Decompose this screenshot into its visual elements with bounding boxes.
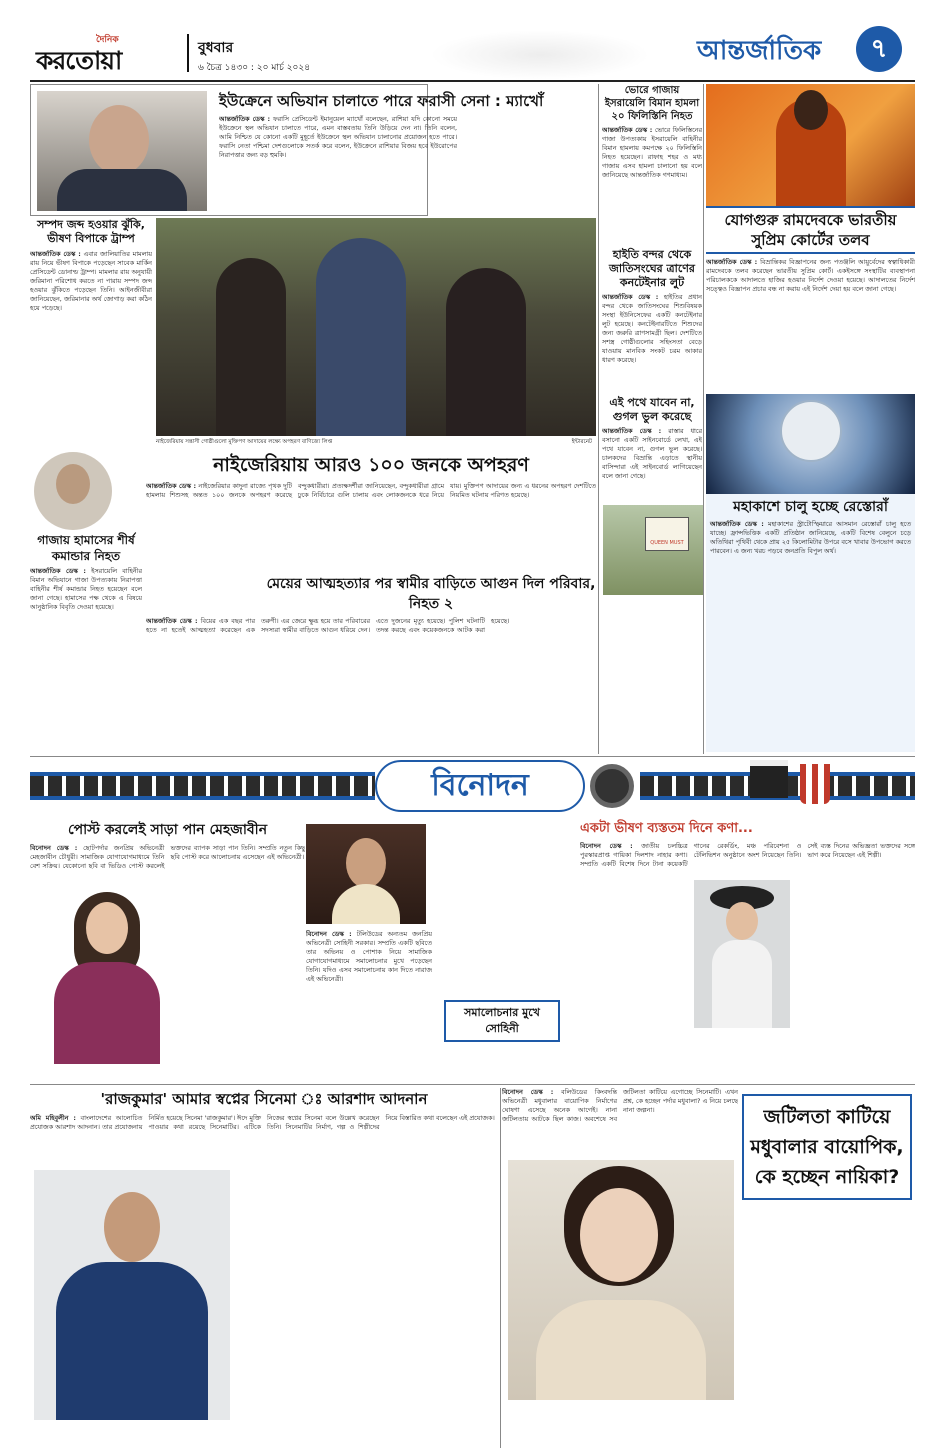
kona-photo	[694, 880, 790, 1028]
trump-byline: আন্তর্জাতিক ডেস্ক :	[30, 250, 81, 258]
film-strip-left	[30, 772, 375, 800]
restaurant-body-text: মহাকাশের স্ট্রাটোস্ফিয়ারে আসমান রেস্তোরাঁ চালু হতে যাচ্ছে। ফ্রান্সভিত্তিক একটি প্রতিষ্ঠান জানিয়েছে, একটি বিশেষ বেলুনে চড়ে অতিথিরা পৃথিবী থেকে প্রায় ২৫ কিলোমিটার উপরে বসে খাবার উপভোগ করতে পারবেন। এ জন্য খরচ পড়বে জনপ্রতি বিপুল অর্থ।	[710, 520, 911, 555]
hamas-body	[30, 567, 142, 727]
nigeria-headline: নাইজেরিয়ায় আরও ১০০ জনকে অপহরণ	[213, 454, 529, 476]
macron-body-col2	[432, 114, 592, 214]
arshad-headline: 'রাজকুমার' আমার স্বপ্নের সিনেমা ঃ আরশাদ আদনান	[100, 1090, 428, 1108]
arshad-suit	[56, 1262, 208, 1420]
nigeria-body	[146, 482, 596, 564]
dowry-byline: আন্তর্জাতিক ডেস্ক :	[146, 617, 198, 625]
story-gaza-strike	[602, 84, 702, 246]
nigeria-figure-3	[446, 268, 526, 436]
gaza-kicker: ভোরে গাজায়	[624, 85, 680, 96]
separator-5	[500, 1088, 501, 1448]
trump-body-text: এবার জালিয়াতির মামলায় রায় নিয়ে ভীষণ বিপাকে পড়েছেন সাবেক মার্কিন প্রেসিডেন্ট ডোনাল্ড ট্রাম্প। মামলার রায় অনুযায়ী জরিমানা পরিশোধ করতে না পারায় সম্পদ জব্দ হওয়ার ঝুঁকিতে পড়েছেন তিনি। আইনজীবীরা জানিয়েছেন, জরিমানার অর্থ জোগাড় করা কঠিন হয়ে পড়েছে।	[30, 250, 152, 312]
story-macron	[30, 84, 544, 216]
ramdev-body-text: বিভ্রান্তিকর বিজ্ঞাপনের জন্য পতঞ্জলি আয়ুর্বেদের স্বত্বাধিকারী রামদেবকে তলব করেছেন ভারতীয় সুপ্রিম কোর্ট। একইসঙ্গে সংস্থাটির ব্যবস্থাপনা পরিচালককে আদালতে হাজির হওয়ার নির্দেশ দেওয়া হয়েছে। আদালতের নির্দেশ সত্ত্বেও বিজ্ঞাপন প্রচার বন্ধ না করায় এই নির্দেশ দেয়া হয় বলে জানা গেছে।	[706, 258, 915, 293]
mehjabin-dress	[54, 962, 160, 1064]
dowry-body	[146, 617, 600, 747]
arshad-photo	[34, 1170, 230, 1420]
ramdev-photo	[706, 84, 915, 206]
macron-headline: ইউক্রেনে অভিযান চালাতে পারে ফরাসী সেনা : ম্যাখোঁ	[219, 92, 544, 110]
masthead-day: বুধবার	[198, 40, 234, 56]
masthead-logo	[36, 32, 181, 74]
gaza-byline: আন্তর্জাতিক ডেস্ক :	[602, 126, 653, 134]
arshad-body-text: বাংলাদেশের আলোচিত প্রযোজক আরশাদ আদনান। তার প্রযোজনায় নির্মিত হয়েছে সিনেমা 'রাজকুমার'। ঈদে মুক্তি পাওয়ার কথা রয়েছে সিনেমাটির। এটিকে নিজের স্বপ্নের সিনেমা বলে উল্লেখ করেছেন তিনি। সিনেমাটির নির্মাণ, গল্প ও শিল্পীদের নিয়ে বিস্তারিত কথা বলেছেন এই প্রযোজক।	[30, 1114, 495, 1131]
madhubala-byline: বিনোদন ডেস্ক :	[502, 1088, 554, 1096]
story-ramdev	[706, 206, 915, 391]
arshad-byline: অমি মহিবুলীন :	[30, 1114, 76, 1122]
sohini-body	[306, 930, 432, 1080]
entertainment-banner	[30, 760, 915, 812]
story-nigeria	[146, 452, 596, 570]
macron-suit	[57, 169, 187, 211]
sign-text: QUEEN MUST	[650, 540, 684, 546]
kona-headline: একটা ভীষণ ব্যস্ততম দিনে কণা...	[580, 821, 753, 836]
banner-title-box	[375, 760, 585, 812]
restaurant-photo	[706, 394, 915, 494]
popcorn-icon	[800, 764, 830, 804]
madhubala-body	[502, 1088, 738, 1158]
restaurant-body	[706, 520, 915, 732]
ramdev-byline: আন্তর্জাতিক ডেস্ক :	[706, 258, 758, 266]
nigeria-figure-1	[216, 258, 286, 436]
madhubala-face	[580, 1188, 658, 1282]
google-body-text: রাস্তার ধারে বসানো একটি সাইনবোর্ডে লেখা, এই পথে যাবেন না, গুগল ভুল করেছে। চালকদের বিভ্রান্তি এড়াতে স্থানীয় বাসিন্দারা এই সাইনবোর্ড লাগিয়েছেন বলে জানা গেছে।	[602, 427, 702, 480]
film-reel-icon	[590, 764, 634, 808]
page-number-badge	[856, 26, 902, 72]
kona-dress	[712, 940, 772, 1028]
separator-4	[30, 1084, 915, 1085]
nigeria-caption	[156, 437, 596, 447]
mehjabin-body-text: ছোটপর্দার জনপ্রিয় অভিনেত্রী মেহজাবীন চৌধুরী। সামাজিক যোগাযোগমাধ্যমে তিনি বেশ সক্রিয়। যেকোনো ছবি বা ভিডিও পোস্ট করলেই ভক্তদের ব্যাপক সাড়া পান তিনি। সম্প্রতি নতুন কিছু ছবি পোস্ট করে আলোচনায় এসেছেন এই অভিনেত্রী।	[30, 844, 305, 870]
google-byline: আন্তর্জাতিক ডেস্ক :	[602, 427, 662, 435]
ramdev-head	[794, 90, 828, 130]
macron-body	[219, 115, 457, 215]
section-title: আন্তর্জাতিক	[697, 36, 822, 66]
haiti-byline: আন্তর্জাতিক ডেস্ক :	[602, 293, 659, 301]
story-hamas	[30, 532, 142, 748]
masthead-rule	[30, 80, 915, 82]
nigeria-photo	[156, 218, 596, 436]
madhubala-headline: জটিলতা কাটিয়ে মধুবালার বায়োপিক, কে হচ্ছেন নায়িকা?	[742, 1094, 912, 1200]
map-watermark	[430, 30, 650, 80]
masthead-date: ৬ চৈত্র ১৪৩০ : ২০ মার্চ ২০২৪	[198, 63, 311, 73]
nigeria-byline: আন্তর্জাতিক ডেস্ক :	[146, 482, 197, 490]
restaurant-headline: মহাকাশে চালু হচ্ছে রেস্তোরাঁ	[733, 499, 888, 515]
ramdev-body	[706, 258, 915, 394]
gaza-body	[602, 126, 702, 234]
sohini-headline: সমালোচনার মুখে সোহিনী	[444, 1000, 560, 1042]
story-sohini	[306, 824, 574, 1080]
nigeria-figure-2	[316, 238, 406, 436]
dowry-body-text: বিয়ের এক বছর পার হতে না হতেই আত্মহত্যা করেছেন এক তরুণী। এর জেরে ক্ষুব্ধ হয়ে তার পরিবারের সদস্যরা স্বামীর বাড়িতে আগুন ধরিয়ে দেন। এতে দুজনের মৃত্যু হয়েছে। পুলিশ ঘটনাটি তদন্ত করছে এবং কয়েকজনকে আটক করা হয়েছে।	[146, 617, 510, 634]
story-trump	[30, 218, 152, 446]
hamas-body-text: ইসরায়েলি বাহিনীর বিমান অভিযানে গাজা উপত্যকায় নিরাপত্তা বাহিনীর শীর্ষ কমান্ডার নিহত হয়েছেন বলে জানা গেছে। হামাসের পক্ষ থেকে এ বিষয়ে আনুষ্ঠানিক বিবৃতি দেওয়া হয়েছে।	[30, 567, 142, 611]
gaza-body-text: ভোরে ফিলিস্তিনের গাজা উপত্যকায় ইসরায়েলি বাহিনীর বিমান হামলায় কমপক্ষে ২০ ফিলিস্তিনি নিহত হয়েছেন। রাফাহ শহর ও মধ্য গাজায় এসব হামলা চালানো হয় বলে জানিয়েছে আন্তর্জাতিক গণমাধ্যম।	[602, 126, 702, 179]
gaza-headline: ইসরায়েলি বিমান হামলা ২০ ফিলিস্তিনি নিহত	[604, 98, 700, 122]
masthead-divider	[187, 34, 189, 72]
hamas-headline: গাজায় হামাসের শীর্ষ কমান্ডার নিহত	[37, 533, 135, 563]
nigeria-body-text: নাইজেরিয়ার কাদুনা রাজ্যে পৃথক দুটি হামলায় শিশুসহ অন্তত ১০০ জনকে অপহরণ করেছে বন্দুকধারীরা। প্রত্যক্ষদর্শীরা জানিয়েছেন, বন্দুকধারীরা গ্রামে ঢুকে নির্বিচারে গুলি চালায় এবং লোকজনকে ধরে নিয়ে যায়। মুক্তিপণ আদায়ের জন্য এ ধরনের অপহরণ দেশটিতে নিয়মিত ঘটনায় পরিণত হয়েছে।	[146, 482, 596, 499]
madhubala-dress	[536, 1300, 706, 1400]
kona-body-text: জাতীয় চলচ্চিত্র পুরস্কারপ্রাপ্ত গায়িকা দিলশাদ নাহার কণা। সম্প্রতি একটি বিশেষ দিনে টানা কয়েকটি গানের রেকর্ডিং, মঞ্চ পরিবেশনা ও টেলিভিশন অনুষ্ঠানে অংশ নিয়েছেন তিনি। সেই ব্যস্ত দিনের অভিজ্ঞতা ভক্তদের সঙ্গে ভাগ করে নিয়েছেন এই শিল্পী।	[580, 842, 915, 868]
clapperboard-icon	[750, 760, 788, 798]
madhubala-body-text: বলিউডের কিংবদন্তি অভিনেত্রী মধুবালার বায়োপিক নির্মাণের ঘোষণা এসেছে অনেক আগেই। নানা জটিলতায় আটকে ছিল কাজ। অবশেষে সব জটিলতা কাটিয়ে এগোচ্ছে সিনেমাটি। এখন প্রশ্ন, কে হচ্ছেন পর্দার মধুবালা? এ নিয়ে চলছে নানা জল্পনা।	[502, 1088, 738, 1123]
hamas-face	[56, 464, 90, 504]
caption-credit: ইন্টারনেট	[571, 439, 592, 445]
trump-headline: সম্পদ জব্দ হওয়ার ঝুঁকি, ভীষণ বিপাকে ট্রাম্প	[37, 218, 145, 245]
logo-main: করতোয়া	[36, 46, 122, 75]
sohini-body-col2	[436, 824, 574, 918]
arshad-face	[104, 1192, 160, 1262]
macron-byline: আন্তর্জাতিক ডেস্ক :	[219, 115, 271, 123]
google-body	[602, 427, 702, 487]
hamas-byline: আন্তর্জাতিক ডেস্ক :	[30, 567, 86, 575]
banner-title: বিনোদন	[431, 768, 529, 803]
masthead	[0, 0, 945, 84]
mehjabin-face	[86, 902, 128, 954]
separator-2	[703, 84, 704, 754]
trump-body	[30, 250, 152, 428]
sohini-byline: বিনোদন ডেস্ক :	[306, 930, 352, 938]
mehjabin-byline: বিনোদন ডেস্ক :	[30, 844, 78, 852]
haiti-body-text: হাইতির প্রধান বন্দর থেকে জাতিসংঘের শিশুবিষয়ক সংস্থা ইউনিসেফের একটি কনটেইনার লুট হয়েছে। কনটেইনারটিতে শিশুদের জন্য জরুরি ত্রাণসামগ্রী ছিল। দেশটিতে সশস্ত্র গোষ্ঠীগুলোর সহিংসতা বেড়ে যাওয়ায় মানবিক সংকট চরম আকার ধারণ করেছে।	[602, 293, 702, 364]
macron-body-text: ফরাসি প্রেসিডেন্ট ইমানুয়েল ম্যাখোঁ বলেছেন, রাশিয়া যদি কোনো সময়ে ইউক্রেনে স্থল অভিযান চালাতে পারে, এমন বাস্তবতায় তিনি উড়িয়ে দেন না। তিনি বলেন, আমি নিশ্চিত যে কোনো একটি মুহূর্তে ইউক্রেনে স্থল অভিযান চালানোর প্রয়োজন হতে পারে। ফরাসি নেতা পশ্চিমা দেশগুলোকে সতর্ক করে বলেন, ইউক্রেনে রাশিয়ার বিজয় হবে ইউরোপের নিরাপত্তার জন্য বড় হুমকি।	[219, 115, 457, 159]
balloon-capsule	[780, 400, 842, 462]
kona-face	[726, 902, 758, 940]
macron-photo	[37, 91, 207, 211]
story-restaurant	[706, 494, 915, 752]
page-number: ৭	[870, 34, 888, 64]
kona-byline: বিনোদন ডেস্ক :	[580, 842, 633, 850]
madhubala-photo	[508, 1160, 734, 1400]
logo-top: দৈনিক	[96, 35, 119, 45]
madhubala-body-col3	[742, 1388, 915, 1450]
restaurant-byline: আন্তর্জাতিক ডেস্ক :	[710, 520, 764, 528]
sign-board	[645, 517, 689, 551]
separator-3	[30, 756, 915, 757]
hamas-photo	[34, 452, 112, 530]
caption-text: নাইজেরিয়ায় সন্ত্রাসী গোষ্ঠীগুলো মুক্তিপণ আদায়ের লক্ষ্যে অপহরণ বাণিজ্যে লিপ্ত	[156, 439, 333, 445]
sohini-body-text: টলিউডের অন্যতম জনপ্রিয় অভিনেত্রী সোহিনী সরকার। সম্প্রতি একটি ছবিতে তার অভিনয় ও পোশাক নিয়ে সামাজিক যোগাযোগমাধ্যমে সমালোচনার মুখে পড়েছেন তিনি। যদিও এসব সমালোচনায় কান দিতে নারাজ এই অভিনেত্রী।	[306, 930, 432, 983]
story-dowry	[146, 574, 600, 752]
mehjabin-headline: পোস্ট করলেই সাড়া পান মেহজাবীন	[67, 822, 268, 838]
haiti-headline: হাইতি বন্দর থেকে জাতিসংঘের ত্রাণের কনটেইনার লুট	[609, 248, 695, 289]
ramdev-headline: যোগগুরু রামদেবকে ভারতীয় সুপ্রিম কোর্টের তলব	[706, 206, 915, 254]
macron-face	[89, 105, 149, 175]
google-headline: এই পথে যাবেন না, গুগল ভুল করেছে	[609, 396, 695, 423]
separator-1	[598, 84, 599, 754]
google-sign-photo	[603, 505, 703, 595]
mehjabin-photo	[34, 884, 178, 1064]
dowry-headline: মেয়ের আত্মহত্যার পর স্বামীর বাড়িতে আগুন দিল পরিবার, নিহত ২	[266, 576, 596, 612]
